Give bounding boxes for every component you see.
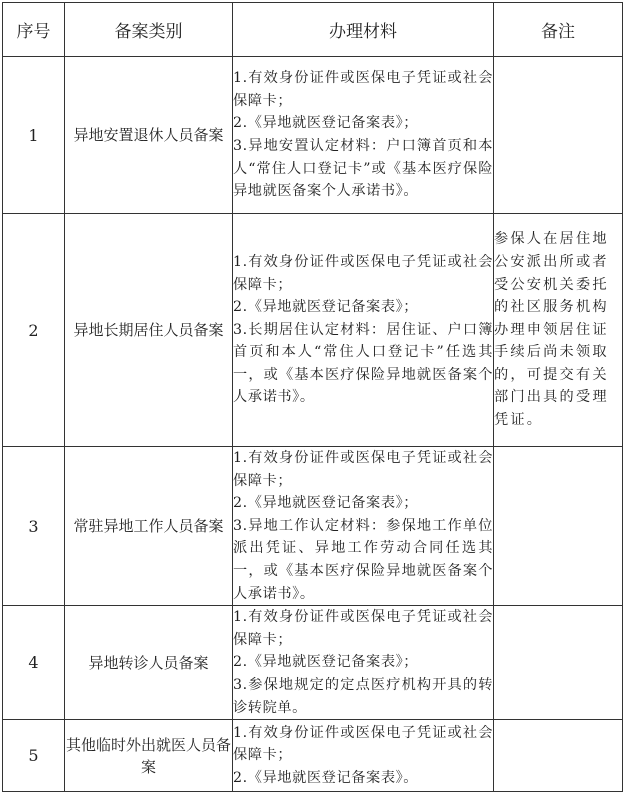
table-row [3,447,623,606]
row-category: 异地转诊人员备案 [65,606,233,720]
row-seq: 1 [3,57,65,214]
material-item: 1.有效身份证件或医保电子凭证或社会保障卡； [233,724,493,764]
row-category: 异地长期居住人员备案 [65,214,233,447]
material-item: 3.长期居住认定材料：居住证、户口簿首页和本人“常住人口登记卡”任选其一，或《基本医疗保险异地就医备案个人承诺书》。 [233,321,493,406]
header-category: 备案类别 [65,3,233,57]
row-note [494,606,623,720]
material-item: 2.《异地就医登记备案表》。 [233,769,419,786]
row-note [494,447,623,606]
material-item: 1.有效身份证件或医保电子凭证或社会保障卡； [233,253,493,293]
table-row [3,606,623,720]
row-materials [233,606,494,720]
material-item: 3.异地工作认定材料：参保地工作单位派出凭证、异地工作劳动合同任选其一，或《基本医疗保险异地就医备案个人承诺书》。 [233,517,493,602]
row-note: 参保人在居住地公安派出所或者受公安机关委托的社区服务机构办理申领居住证手续后尚未领取的，可提交有关部门出具的受理凭证。 [494,214,623,447]
row-seq: 5 [3,720,65,792]
material-item: 1.有效身份证件或医保电子凭证或社会保障卡； [233,70,493,109]
table-row [3,57,623,214]
row-note [494,57,623,214]
material-item: 3.异地安置认定材料：户口簿首页和本人“常住人口登记卡”或《基本医疗保险异地就医备案个人承诺书》。 [233,138,493,200]
material-item: 2.《异地就医登记备案表》； [233,495,419,512]
table-row [3,214,623,447]
header-seq: 序号 [3,3,65,57]
row-materials [233,447,494,606]
table-row [3,720,623,792]
row-materials [233,214,494,447]
row-materials [233,57,494,214]
row-seq: 3 [3,447,65,606]
row-note [494,720,623,792]
row-materials [233,720,494,792]
header-materials: 办理材料 [233,3,494,57]
row-seq: 2 [3,214,65,447]
material-item: 2.《异地就医登记备案表》； [233,654,419,671]
row-seq: 4 [3,606,65,720]
row-category: 异地安置退休人员备案 [65,57,233,214]
filing-materials-table [2,2,623,792]
row-category: 其他临时外出就医人员备案 [65,720,233,792]
material-item: 3.参保地规定的定点医疗机构开具的转诊转院单。 [233,676,493,716]
row-category: 常驻异地工作人员备案 [65,447,233,606]
material-item: 1.有效身份证件或医保电子凭证或社会保障卡； [233,450,493,489]
header-notes: 备注 [494,3,623,57]
material-item: 2.《异地就医登记备案表》； [233,299,419,316]
material-item: 1.有效身份证件或医保电子凭证或社会保障卡； [233,609,493,648]
table-header-row [3,3,623,57]
material-item: 2.《异地就医登记备案表》； [233,115,419,132]
